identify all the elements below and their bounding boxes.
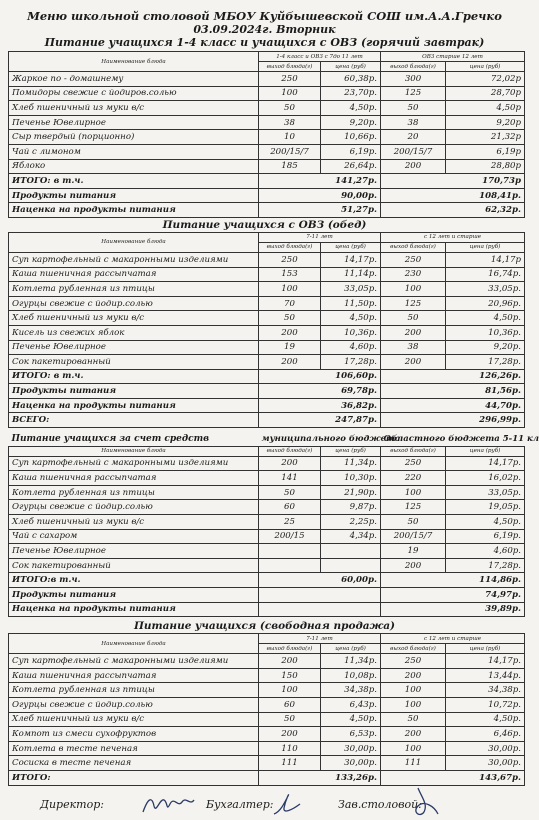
price-cell: 33,05р. (321, 282, 381, 297)
table-row (9, 529, 525, 544)
col-header-group2: ОВЗ старше 12 лет (381, 52, 525, 62)
price-cell: 14,17р. (446, 654, 525, 669)
price-cell: 19,05р. (446, 500, 525, 515)
total-price: 90,00р. (259, 188, 381, 203)
total-price: 60,00р. (259, 573, 381, 588)
dish-name: Помидоры свежие с йодиров.солью (9, 86, 259, 101)
col-header-price: цена (руб) (446, 62, 525, 72)
portion-cell: 100 (381, 697, 446, 712)
table-row (9, 471, 525, 486)
portion-cell: 19 (259, 340, 321, 355)
dish-name: Компот из смеси сухофруктов (9, 727, 259, 742)
portion-cell: 50 (259, 712, 321, 727)
table-row (9, 654, 525, 669)
total-price: 133,26р. (259, 770, 381, 785)
total-price: 126,26р. (381, 369, 525, 384)
price-cell: 21,32р (446, 130, 525, 145)
dish-name: Кисель из свежих яблок (9, 325, 259, 340)
total-price: 69,78р. (259, 384, 381, 399)
portion-cell: 50 (259, 311, 321, 326)
col-header-price: цена (руб) (446, 446, 525, 456)
portion-cell: 200/15/7 (259, 144, 321, 159)
price-cell: 10,72р. (446, 697, 525, 712)
lunch-ovz-totals (9, 369, 525, 427)
table-row (9, 355, 525, 370)
col-header-group1: 7-11 лет (259, 232, 381, 242)
dish-name: Сыр твердый (порционно) (9, 130, 259, 145)
col-header-out: выход блюда(г) (259, 644, 321, 654)
price-cell: 11,34р. (321, 456, 381, 471)
budget-lunch-table (8, 432, 539, 617)
col-header-group2: с 12 лет и старше (381, 634, 525, 644)
table-row (9, 727, 525, 742)
portion-cell: 200 (259, 727, 321, 742)
portion-cell: 125 (381, 86, 446, 101)
dish-name: Огурцы свежие с йодир.солью (9, 697, 259, 712)
lunch-ovz-rows (9, 252, 525, 369)
section3-title: Питание учащихся за счет средств (11, 433, 210, 444)
portion-cell: 100 (381, 282, 446, 297)
portion-cell: 200/15/7 (381, 144, 446, 159)
price-cell: 9,87р. (321, 500, 381, 515)
portion-cell: 153 (259, 267, 321, 282)
dish-name: Котлета рубленная из птицы (9, 683, 259, 698)
col-header-price: цена (руб) (321, 644, 381, 654)
col-header-price: цена (руб) (321, 62, 381, 72)
portion-cell: 50 (381, 101, 446, 116)
col-header-name: Наименование блюда (9, 52, 259, 72)
price-cell: 33,05р. (446, 485, 525, 500)
table-row (9, 115, 525, 130)
price-cell: 72,02р (446, 72, 525, 87)
dish-name: Сосиска в тесте печеная (9, 756, 259, 771)
total-price: 170,73р (381, 174, 525, 189)
total-row (9, 369, 525, 384)
portion-cell: 38 (381, 340, 446, 355)
price-cell: 16,02р. (446, 471, 525, 486)
price-cell: 30,00р. (321, 741, 381, 756)
price-cell: 9,20р. (446, 340, 525, 355)
table-row (9, 101, 525, 116)
dish-name: Суп картофельный с макаронными изделиями (9, 654, 259, 669)
total-label: ИТОГО: в т.ч. (9, 369, 259, 384)
director-label: Директор: (40, 797, 104, 811)
table-row (9, 159, 525, 174)
menu-title: Меню школьной столовой МБОУ Куйбышевской СОШ им.А.А.Гречко (27, 9, 502, 23)
table-row (9, 712, 525, 727)
price-cell: 14,17р (446, 252, 525, 267)
free-sale-rows (9, 654, 525, 771)
total-price: 39,89р. (381, 602, 525, 617)
portion-cell: 125 (381, 500, 446, 515)
price-cell: 14,17р. (446, 456, 525, 471)
price-cell: 10,08р. (321, 668, 381, 683)
col-header-out: выход блюда(г) (259, 62, 321, 72)
dish-name: Сок пакетированный (9, 558, 259, 573)
portion-cell: 200 (381, 325, 446, 340)
price-cell: 11,14р. (321, 267, 381, 282)
col-header-group2: с 12 лет и старше (381, 232, 525, 242)
price-cell: 30,00р. (446, 741, 525, 756)
col-header-name: Наименование блюда (9, 446, 259, 456)
table-row (9, 252, 525, 267)
free-sale-totals (9, 770, 525, 785)
portion-cell: 25 (259, 515, 321, 530)
total-price: 62,32р. (381, 203, 525, 218)
canteen-head-label: Зав.столовой: (338, 797, 422, 811)
price-cell (321, 544, 381, 559)
dish-name: Суп картофельный с макаронными изделиями (9, 456, 259, 471)
breakfast-totals (9, 174, 525, 218)
price-cell: 4,50р. (446, 515, 525, 530)
portion-cell: 60 (259, 697, 321, 712)
table-row (9, 683, 525, 698)
col-header-price: цена (руб) (321, 446, 381, 456)
portion-cell: 200 (381, 727, 446, 742)
total-row (9, 413, 525, 428)
table-row (9, 282, 525, 297)
portion-cell: 38 (259, 115, 321, 130)
portion-cell: 250 (381, 252, 446, 267)
price-cell: 4,60р. (446, 544, 525, 559)
price-cell: 16,74р. (446, 267, 525, 282)
total-price (259, 602, 381, 617)
price-cell: 14,17р. (321, 252, 381, 267)
price-cell: 4,60р. (321, 340, 381, 355)
price-cell: 4,50р. (446, 712, 525, 727)
dish-name: Печенье Ювелирное (9, 340, 259, 355)
portion-cell: 111 (259, 756, 321, 771)
price-cell: 60,38р. (321, 72, 381, 87)
portion-cell: 150 (259, 668, 321, 683)
total-label: Наценка на продукты питания (9, 602, 259, 617)
table-row (9, 130, 525, 145)
portion-cell: 10 (259, 130, 321, 145)
dish-name: Яблоко (9, 159, 259, 174)
portion-cell: 200 (381, 159, 446, 174)
section4-title: Питание учащихся (свободная продажа) (133, 620, 396, 633)
total-row (9, 573, 525, 588)
dish-name: Котлета рубленная из птицы (9, 282, 259, 297)
portion-cell: 250 (259, 72, 321, 87)
portion-cell: 38 (381, 115, 446, 130)
portion-cell: 100 (381, 485, 446, 500)
table-row (9, 86, 525, 101)
portion-cell: 50 (381, 311, 446, 326)
total-row (9, 174, 525, 189)
section3-municipal-label: муниципального бюджета (261, 433, 401, 444)
price-cell: 2,25р. (321, 515, 381, 530)
portion-cell: 50 (381, 712, 446, 727)
total-price: 51,27р. (259, 203, 381, 218)
price-cell: 34,38р. (446, 683, 525, 698)
col-header-name: Наименование блюда (9, 634, 259, 654)
portion-cell: 50 (259, 101, 321, 116)
total-row (9, 398, 525, 413)
total-price (259, 588, 381, 603)
dish-name: Жаркое по - домашнему (9, 72, 259, 87)
price-cell: 6,46р. (446, 727, 525, 742)
price-cell: 28,80р (446, 159, 525, 174)
dish-name: Котлета в тесте печеная (9, 741, 259, 756)
portion-cell: 100 (381, 741, 446, 756)
col-header-out: выход блюда(г) (259, 242, 321, 252)
table-row (9, 296, 525, 311)
portion-cell: 250 (381, 456, 446, 471)
table-row (9, 311, 525, 326)
price-cell: 34,38р. (321, 683, 381, 698)
total-label: ИТОГО: в т.ч. (9, 174, 259, 189)
table-row (9, 456, 525, 471)
portion-cell: 110 (259, 741, 321, 756)
table-row (9, 668, 525, 683)
price-cell: 23,70р. (321, 86, 381, 101)
portion-cell: 250 (381, 654, 446, 669)
portion-cell: 250 (259, 252, 321, 267)
price-cell: 33,05р. (446, 282, 525, 297)
table-row (9, 741, 525, 756)
price-cell: 4,50р. (321, 101, 381, 116)
total-row (9, 588, 525, 603)
accountant-signature (270, 790, 304, 818)
total-label: Продукты питания (9, 384, 259, 399)
section3-regional-label: Областного бюджета 5-11 кл (383, 433, 539, 444)
price-cell: 10,30р. (321, 471, 381, 486)
dish-name: Огурцы свежие с йодир.солью (9, 500, 259, 515)
total-price: 247,87р. (259, 413, 381, 428)
col-header-price: цена (руб) (321, 242, 381, 252)
portion-cell: 125 (381, 296, 446, 311)
price-cell: 6,19р (446, 144, 525, 159)
col-header-out: выход блюда(г) (381, 644, 446, 654)
table-row (9, 144, 525, 159)
total-label: ИТОГО: (9, 770, 259, 785)
table-row (9, 697, 525, 712)
portion-cell: 100 (259, 86, 321, 101)
total-price: 44,70р. (381, 398, 525, 413)
col-header-out: выход блюда(г) (259, 446, 321, 456)
col-header-out: выход блюда(г) (381, 62, 446, 72)
price-cell: 9,20р. (321, 115, 381, 130)
price-cell: 28,70р (446, 86, 525, 101)
canteen-head-signature (408, 784, 442, 818)
price-cell: 17,28р. (446, 558, 525, 573)
dish-name: Суп картофельный с макаронными изделиями (9, 252, 259, 267)
price-cell: 4,50р. (321, 712, 381, 727)
total-price: 74,97р. (381, 588, 525, 603)
col-header-price: цена (руб) (446, 644, 525, 654)
price-cell: 20,96р. (446, 296, 525, 311)
price-cell: 13,44р. (446, 668, 525, 683)
table-row (9, 485, 525, 500)
col-header-name: Наименование блюда (9, 232, 259, 252)
table-row (9, 340, 525, 355)
dish-name: Каша пшеничная рассыпчатая (9, 267, 259, 282)
portion-cell: 60 (259, 500, 321, 515)
portion-cell: 200/15/7 (381, 529, 446, 544)
dish-name: Каша пшеничная рассыпчатая (9, 471, 259, 486)
signatures (0, 790, 529, 820)
table-row (9, 544, 525, 559)
portion-cell (259, 558, 321, 573)
breakfast-table (8, 51, 525, 218)
dish-name: Чай с лимоном (9, 144, 259, 159)
col-header-out: выход блюда(г) (381, 446, 446, 456)
price-cell: 30,00р. (321, 756, 381, 771)
total-label: Продукты питания (9, 188, 259, 203)
col-header-price: цена (руб) (446, 242, 525, 252)
price-cell: 6,43р. (321, 697, 381, 712)
price-cell: 21,90р. (321, 485, 381, 500)
portion-cell: 20 (381, 130, 446, 145)
portion-cell: 100 (259, 683, 321, 698)
price-cell: 10,66р. (321, 130, 381, 145)
portion-cell: 230 (381, 267, 446, 282)
dish-name: Чай с сахаром (9, 529, 259, 544)
price-cell: 9,20р (446, 115, 525, 130)
total-price: 81,56р. (381, 384, 525, 399)
table-row (9, 267, 525, 282)
total-row (9, 384, 525, 399)
portion-cell: 200 (259, 456, 321, 471)
price-cell: 10,36р. (321, 325, 381, 340)
total-price: 143,67р. (381, 770, 525, 785)
portion-cell: 300 (381, 72, 446, 87)
dish-name: Печенье Ювелирное (9, 115, 259, 130)
price-cell: 11,34р. (321, 654, 381, 669)
portion-cell: 200 (259, 325, 321, 340)
portion-cell: 200 (381, 558, 446, 573)
price-cell: 6,53р. (321, 727, 381, 742)
price-cell: 4,34р. (321, 529, 381, 544)
portion-cell: 19 (381, 544, 446, 559)
portion-cell: 50 (259, 485, 321, 500)
price-cell: 17,28р. (321, 355, 381, 370)
price-cell: 6,19р. (321, 144, 381, 159)
price-cell: 6,19р. (446, 529, 525, 544)
table-row (9, 515, 525, 530)
portion-cell: 141 (259, 471, 321, 486)
section2-title: Питание учащихся с ОВЗ (обед) (162, 218, 367, 231)
table-row (9, 500, 525, 515)
dish-name: Огурцы свежие с йодир.солью (9, 296, 259, 311)
section1-title: Питание учащихся 1-4 класс и учащихся с ОВЗ (горячий завтрак) (44, 36, 485, 49)
table-row (9, 325, 525, 340)
dish-name: Хлеб пшеничный из муки в/с (9, 515, 259, 530)
portion-cell: 100 (259, 282, 321, 297)
portion-cell: 200 (259, 654, 321, 669)
accountant-label: Бухгалтер: (206, 797, 274, 811)
col-header-group1: 7-11 лет (259, 634, 381, 644)
dish-name: Хлеб пшеничный из муки в/с (9, 712, 259, 727)
total-label: Продукты питания (9, 588, 259, 603)
total-row (9, 188, 525, 203)
table-row (9, 72, 525, 87)
price-cell: 4,50р. (321, 311, 381, 326)
total-price: 36,82р. (259, 398, 381, 413)
director-signature (140, 792, 196, 816)
dish-name: Хлеб пшеничный из муки в/с (9, 101, 259, 116)
total-label: Наценка на продукты питания (9, 203, 259, 218)
portion-cell: 111 (381, 756, 446, 771)
budget-lunch-totals (9, 573, 525, 617)
total-price: 108,41р. (381, 188, 525, 203)
portion-cell: 185 (259, 159, 321, 174)
table-row (9, 558, 525, 573)
menu-date: 03.09.2024г. Вторник (193, 23, 336, 36)
col-header-out: выход блюда(г) (381, 242, 446, 252)
portion-cell: 70 (259, 296, 321, 311)
portion-cell: 200 (381, 355, 446, 370)
breakfast-rows (9, 72, 525, 174)
col-header-group1: 1-4 класс и ОВЗ с 7до 11 лет (259, 52, 381, 62)
price-cell: 4,50р. (446, 311, 525, 326)
total-price: 296,99р. (381, 413, 525, 428)
dish-name: Хлеб пшеничный из муки в/с (9, 311, 259, 326)
portion-cell: 220 (381, 471, 446, 486)
lunch-ovz-table (8, 232, 525, 428)
total-label: ВСЕГО: (9, 413, 259, 428)
dish-name: Печенье Ювелирное (9, 544, 259, 559)
total-price: 114,86р. (381, 573, 525, 588)
price-cell: 17,28р. (446, 355, 525, 370)
total-price: 141,27р. (259, 174, 381, 189)
price-cell: 11,50р. (321, 296, 381, 311)
price-cell: 10,36р. (446, 325, 525, 340)
price-cell: 4,50р (446, 101, 525, 116)
total-label: Наценка на продукты питания (9, 398, 259, 413)
portion-cell (259, 544, 321, 559)
portion-cell: 50 (381, 515, 446, 530)
total-label: ИТОГО:в т.ч. (9, 573, 259, 588)
price-cell: 30,00р. (446, 756, 525, 771)
dish-name: Сок пакетированный (9, 355, 259, 370)
total-row (9, 602, 525, 617)
portion-cell: 200 (381, 668, 446, 683)
table-row (9, 756, 525, 771)
portion-cell: 200/15 (259, 529, 321, 544)
total-row (9, 770, 525, 785)
dish-name: Котлета рубленная из птицы (9, 485, 259, 500)
free-sale-table (8, 633, 525, 785)
portion-cell: 200 (259, 355, 321, 370)
dish-name: Каша пшеничная рассыпчатая (9, 668, 259, 683)
total-price: 106,60р. (259, 369, 381, 384)
price-cell: 26,64р. (321, 159, 381, 174)
total-row (9, 203, 525, 218)
price-cell (321, 558, 381, 573)
budget-lunch-rows (9, 456, 525, 573)
portion-cell: 100 (381, 683, 446, 698)
